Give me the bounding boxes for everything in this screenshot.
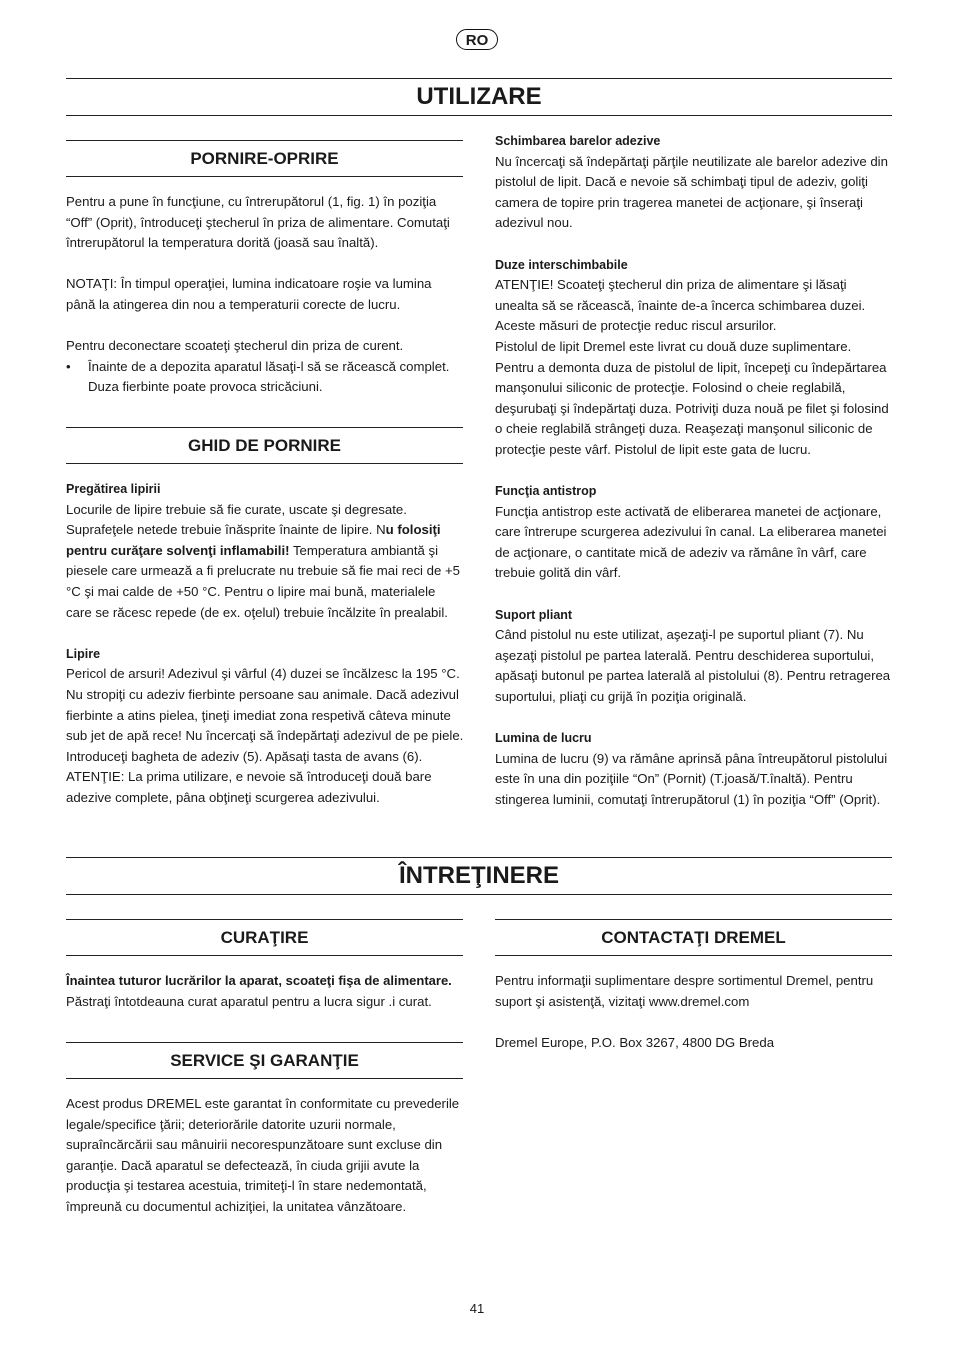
paragraph: Lumina de lucru (9) va rămâne aprinsă pâna întreupătorul pistolului este în una din poziţiile “On” (Pornit) (T.joasă/T.înaltă). Pentru stingerea luminii, comutaţi întrerupătorul (1) în poziţia “Off” (Oprit).: [495, 750, 888, 807]
bullet-text: Înainte de a depozita aparatul lăsaţi-l să se răcească complet. Duza fierbinte poate provoca stricăciuni.: [88, 358, 450, 395]
heading-service-garantie: SERVICE ŞI GARANŢIE: [66, 1042, 463, 1079]
paragraph: Acest produs DREMEL este garantat în conformitate cu prevederile legale/specifice ţării; deteriorările datorite uzurii normale, supraîncărcării sau mânuirii necorespunzătoare sunt excluse din garanţie. Dacă aparatul se defectează, în ciuda grijii avute la producţia şi testarea acestuia, trimiteţi-l în stare nedemontată, împreună cu documentul achiziţiei, la unitatea vânzătoare.: [66, 1096, 460, 1214]
paragraph: Pericol de arsuri! Adezivul şi vârful (4) duzei se încălzesc la 195 °C. Nu stropiţi cu adeziv fierbinte persoane sau animale. Dacă adezivul fierbinte a atins pielea, ţineţi imediat zona respetivă câteva minute sub jet de apă rece! Nu încercaţi să îndepărtaţi adezivul de pe piele. Introduceţi bagheta de adeziv (5). Apăsaţi tasta de avans (6). ATENŢIE: La prima utilizare, e nevoie să întroduceţi două bare adezive complete, pâna obţineţi scurgerea adezivului.: [66, 666, 464, 805]
subheading: Suport pliant: [495, 607, 573, 622]
paragraph: Pentru informaţii suplimentare despre sortimentul Dremel, pentru suport şi asistenţă, vizitaţi www.dremel.com: [495, 973, 874, 1009]
paragraph: Funcţia antistrop este activată de eliberarea manetei de acţionare, care întrerupe scurgerea adezivului în canal. La eliberarea manetei de acţionare, o cantitate mică de adeziv va rămâne în vârf, care trebuie golită din vârf.: [495, 503, 887, 581]
paragraph: NOTAŢI: În timpul operaţiei, lumina indicatoare roşie va lumina până la atingerea din nou a temperaturii corecte de lucru.: [66, 276, 432, 312]
section-title-utilizare: UTILIZARE: [66, 78, 892, 116]
bold-warning: u folosiţi pentru curăţare solvenţi inflamabili!: [66, 522, 441, 558]
bullet-item: [66, 357, 464, 398]
paragraph: Pistolul de lipit Dremel este livrat cu două duze suplimentare. Pentru a demonta duza de pistolul de lipit, începeţi cu îndepărtarea manşonului siliconic de protecţie. Folosind o cheie reglabilă, deşurubaţi şi îndepărtaţi duza. Potriviţi duza nouă pe filet şi folosind o cheie reglabilă strângeţi duza. Reaşezaţi manşonul siliconic de protecţie peste vârf. Pistolul de lipit este gata de lucru.: [495, 338, 889, 457]
right-column-body: [495, 131, 893, 811]
subheading: Schimbarea barelor adezive: [495, 134, 661, 148]
contact-body: [495, 971, 893, 1053]
ghid-body: [66, 479, 464, 809]
heading-contactati-dremel: CONTACTAŢI DREMEL: [495, 919, 892, 956]
subheading: Funcţia antistrop: [495, 484, 597, 499]
paragraph: [66, 500, 464, 624]
paragraph: Pentru a pune în funcţiune, cu întrerupătorul (1, fig. 1) în poziţia “Off” (Oprit), întroduceţi ştecherul în priza de alimentare. Comutaţi întrerupătorul la temperatura dorită (joasă sau înaltă).: [66, 194, 450, 251]
paragraph: Când pistolul nu este utilizat, aşezaţi-l pe suportul pliant (7). Nu aşezaţi pistolul pe partea laterală. Pentru deschiderea suportului, apăsaţi butonul pe partea laterală al pistolului (8). Pentru retragerea suportului, pliaţi cu grijă în poziţia originală.: [495, 627, 891, 705]
language-badge: RO: [456, 29, 498, 50]
bullet-dot: •: [66, 358, 71, 374]
text-run: Locurile de lipire trebuie să fie curate, uscate şi degresate. Suprafeţele netede trebuie înăsprite înainte de lipire. N: [66, 501, 407, 538]
heading-curatire: CURAŢIRE: [66, 919, 463, 956]
paragraph: Nu încercaţi să îndepărtaţi părţile neutilizate ale barelor adezive din pistolul de lipit. Dacă e nevoie să schimbaţi tipul de adeziv, goliţi camera de topire prin tragerea manetei de acţionare, şi înseraţi adezivul nou.: [495, 153, 888, 231]
heading-pornire-oprire: PORNIRE-OPRIRE: [66, 140, 463, 177]
subheading: Pregătirea lipirii: [66, 482, 161, 496]
paragraph: ATENŢIE! Scoateţi ştecherul din priza de alimentare şi lăsaţi unealta să se răcească, înainte de-a încerca schimbarea duzei. Aceste măsuri de protecţie reduc riscul arsurilor.: [495, 277, 866, 334]
address: Dremel Europe, P.O. Box 3267, 4800 DG Breda: [495, 1034, 775, 1050]
subheading: Lumina de lucru: [495, 731, 592, 746]
pornire-oprire-body: [66, 192, 464, 398]
paragraph: Păstraţi întotdeauna curat aparatul pentru a lucra sigur .i curat.: [66, 993, 432, 1009]
subheading: Duze interschimbabile: [495, 257, 628, 272]
section-title-intretinere: ÎNTREŢINERE: [66, 857, 892, 895]
service-body: [66, 1094, 464, 1218]
subheading: Lipire: [66, 646, 101, 661]
bold-instruction: Înaintea tuturor lucrărilor la aparat, scoateţi fişa de alimentare.: [66, 973, 452, 988]
text-run: Temperatura ambiantă şi piesele care urmează a fi prelucrate nu trebuie să fie mai reci de +5 °C şi mai calde de +50 °C. Pentru o lipire mai bună, materialele care se răcesc repede (de ex. oţelul) trebuie încălzite în prealabil.: [66, 542, 461, 620]
page-number: 41: [469, 1301, 485, 1316]
curatire-body: [66, 971, 464, 1012]
heading-ghid-de-pornire: GHID DE PORNIRE: [66, 427, 463, 464]
paragraph: Pentru deconectare scoateţi ştecherul din priza de curent.: [66, 338, 404, 354]
